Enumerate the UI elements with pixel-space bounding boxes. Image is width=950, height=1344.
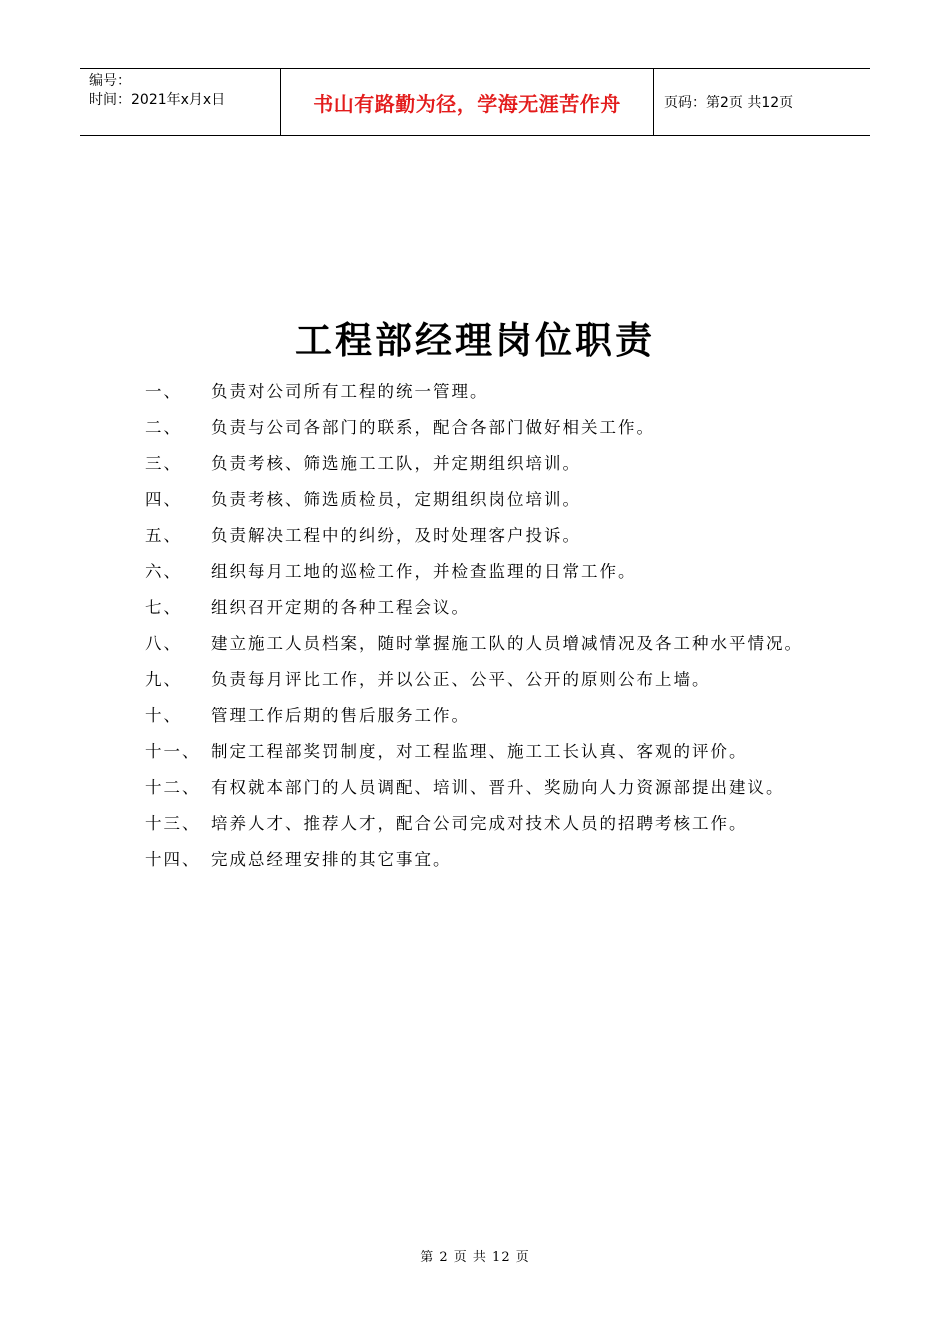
duty-item [145, 630, 865, 666]
page-footer: 第 2 页 共 12 页 [420, 1250, 530, 1265]
document-title: 工程部经理岗位职责 [295, 318, 655, 362]
duty-number: 五、 [145, 526, 182, 545]
duty-number: 三、 [145, 454, 182, 473]
header-page-info: 页码：第2页 共12页 [664, 95, 794, 111]
duty-text: 建立施工人员档案，随时掌握施工队的人员增减情况及各工种水平情况。 [211, 634, 803, 653]
duty-item [145, 666, 865, 702]
page-header [80, 68, 870, 136]
header-motto: 书山有路勤为径，学海无涯苦作舟 [281, 69, 654, 135]
duty-item [145, 486, 865, 522]
duty-text: 负责考核、筛选施工工队，并定期组织培训。 [211, 454, 581, 473]
duty-number: 十一、 [145, 742, 201, 761]
duty-text: 负责与公司各部门的联系，配合各部门做好相关工作。 [211, 418, 655, 437]
duty-item [145, 378, 865, 414]
duty-number: 四、 [145, 490, 182, 509]
duty-text: 负责每月评比工作，并以公正、公平、公开的原则公布上墙。 [211, 670, 711, 689]
duty-item [145, 522, 865, 558]
duty-number: 九、 [145, 670, 182, 689]
duty-text: 负责对公司所有工程的统一管理。 [211, 382, 489, 401]
duty-text: 制定工程部奖罚制度，对工程监理、施工工长认真、客观的评价。 [211, 742, 748, 761]
duty-number: 六、 [145, 562, 182, 581]
document-date: 时间：2021年x月x日 [89, 92, 226, 108]
duty-item [145, 774, 865, 810]
duty-number: 十三、 [145, 814, 201, 833]
duty-item [145, 846, 865, 882]
duty-text: 组织每月工地的巡检工作，并检查监理的日常工作。 [211, 562, 637, 581]
duty-number: 一、 [145, 382, 182, 401]
duty-number: 七、 [145, 598, 182, 617]
duty-number: 八、 [145, 634, 182, 653]
duty-item [145, 594, 865, 630]
duty-text: 完成总经理安排的其它事宜。 [211, 850, 452, 869]
duty-item [145, 810, 865, 846]
duty-item [145, 702, 865, 738]
duty-text: 有权就本部门的人员调配、培训、晋升、奖励向人力资源部提出建议。 [211, 778, 785, 797]
duty-text: 组织召开定期的各种工程会议。 [211, 598, 470, 617]
duty-text: 培养人才、推荐人才，配合公司完成对技术人员的招聘考核工作。 [211, 814, 748, 833]
duty-number: 二、 [145, 418, 182, 437]
duty-item [145, 414, 865, 450]
duty-text: 管理工作后期的售后服务工作。 [211, 706, 470, 725]
duty-number: 十二、 [145, 778, 201, 797]
duty-item [145, 450, 865, 486]
duty-text: 负责考核、筛选质检员，定期组织岗位培训。 [211, 490, 581, 509]
duty-item [145, 738, 865, 774]
duty-number: 十四、 [145, 850, 201, 869]
duty-text: 负责解决工程中的纠纷，及时处理客户投诉。 [211, 526, 581, 545]
duty-item [145, 558, 865, 594]
header-meta [80, 69, 281, 135]
duty-list [145, 378, 865, 882]
duty-number: 十、 [145, 706, 182, 725]
document-number-label: 编号： [89, 73, 131, 89]
